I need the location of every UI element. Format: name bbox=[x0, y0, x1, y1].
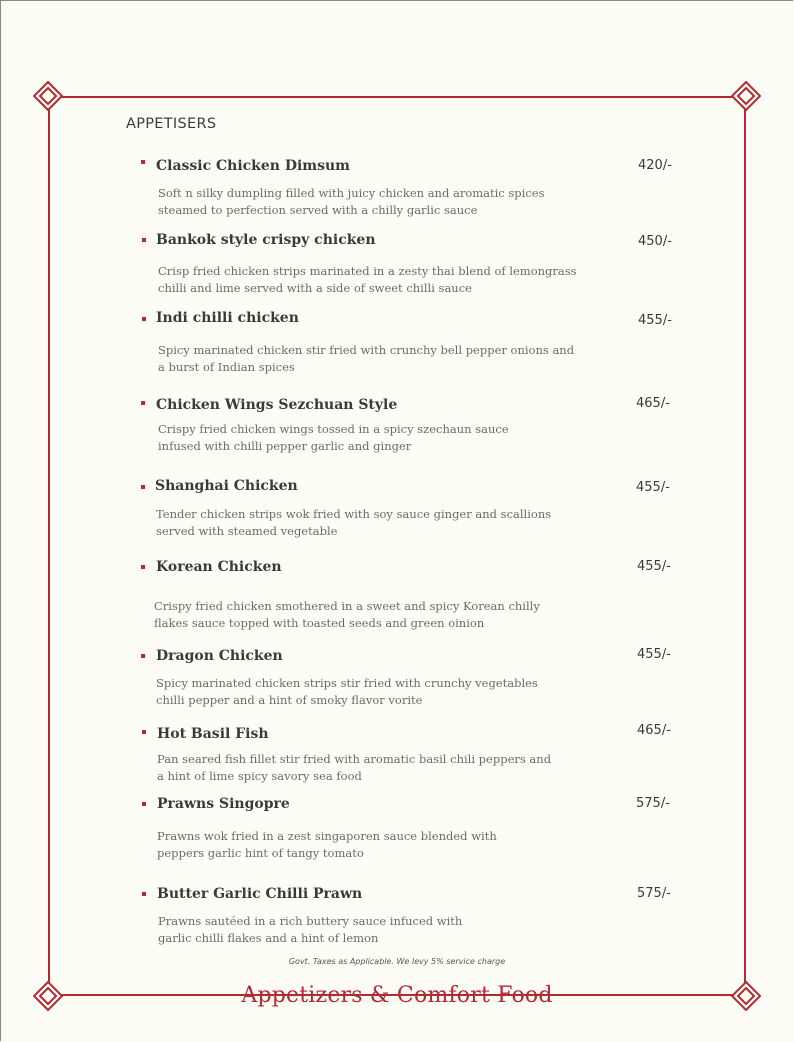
item-name: Shanghai Chicken bbox=[155, 478, 298, 494]
menu-item bbox=[0, 885, 794, 945]
item-name: Butter Garlic Chilli Prawn bbox=[157, 886, 363, 902]
item-price: 465/- bbox=[637, 723, 671, 738]
square-bullet-icon bbox=[142, 238, 146, 242]
item-description: Spicy marinated chicken stir fried with crunchy bell pepper onions and a burst of Indian spices bbox=[158, 343, 575, 374]
item-price: 455/- bbox=[638, 313, 672, 328]
item-name: Bankok style crispy chicken bbox=[156, 232, 376, 248]
square-bullet-icon bbox=[142, 802, 146, 806]
square-bullet-icon bbox=[142, 892, 146, 896]
section-title: APPETISERS bbox=[126, 116, 217, 132]
item-description: Pan seared fish fillet stir fried with aromatic basil chili peppers and a hint of lime spicy savory sea food bbox=[157, 752, 552, 783]
item-price: 575/- bbox=[637, 886, 671, 901]
item-description: Prawns wok fried in a zest singaporen sauce blended with peppers garlic hint of tangy tomato bbox=[157, 829, 497, 860]
item-price: 455/- bbox=[637, 647, 671, 662]
item-description: Crisp fried chicken strips marinated in a zesty thai blend of lemongrass chilli and lime served with a side of sweet chilli sauce bbox=[158, 264, 577, 295]
item-price: 575/- bbox=[636, 796, 670, 811]
menu-item bbox=[0, 795, 794, 860]
item-name: Indi chilli chicken bbox=[156, 310, 299, 326]
menu-item bbox=[0, 230, 794, 295]
item-name: Korean Chicken bbox=[156, 559, 282, 575]
menu-page-title: Appetizers & Comfort Food bbox=[241, 983, 553, 1008]
item-price: 455/- bbox=[637, 559, 671, 574]
square-bullet-icon bbox=[141, 654, 145, 658]
menu-item bbox=[0, 647, 794, 707]
menu-item bbox=[0, 477, 794, 537]
item-description: Soft n silky dumpling filled with juicy chicken and aromatic spices steamed to perfection served with a chilly garlic sauce bbox=[158, 186, 545, 217]
menu-item bbox=[0, 156, 794, 216]
tax-note: Govt. Taxes as Applicable. We levy 5% service charge bbox=[288, 957, 506, 966]
square-bullet-icon bbox=[141, 565, 145, 569]
square-bullet-icon bbox=[141, 160, 145, 164]
diamond-ornament-icon bbox=[33, 81, 63, 111]
item-price: 455/- bbox=[636, 480, 670, 495]
item-name: Prawns Singopre bbox=[157, 796, 290, 812]
diamond-ornament-icon bbox=[731, 81, 761, 111]
item-description: Tender chicken strips wok fried with soy sauce ginger and scallions served with steamed vegetable bbox=[156, 507, 552, 538]
menu-item bbox=[0, 309, 794, 374]
item-description: Crispy fried chicken wings tossed in a spicy szechaun sauce infused with chilli pepper garlic and ginger bbox=[158, 422, 509, 453]
item-name: Classic Chicken Dimsum bbox=[156, 158, 350, 174]
item-price: 420/- bbox=[638, 158, 672, 173]
item-description: Prawns sautéed in a rich buttery sauce infuced with garlic chilli flakes and a hint of lemon bbox=[158, 914, 463, 945]
item-name: Hot Basil Fish bbox=[157, 726, 269, 742]
item-description: Crispy fried chicken smothered in a sweet and spicy Korean chilly flakes sauce topped with toasted seeds and green oinion bbox=[154, 599, 540, 630]
item-description: Spicy marinated chicken strips stir fried with crunchy vegetables chilli pepper and a hint of smoky flavor vorite bbox=[156, 676, 538, 707]
square-bullet-icon bbox=[142, 730, 146, 734]
menu-item bbox=[0, 395, 794, 455]
menu-item bbox=[0, 558, 794, 630]
square-bullet-icon bbox=[141, 401, 145, 405]
item-name: Chicken Wings Sezchuan Style bbox=[156, 397, 398, 413]
item-price: 450/- bbox=[638, 234, 672, 249]
square-bullet-icon bbox=[142, 317, 146, 321]
item-name: Dragon Chicken bbox=[156, 648, 283, 664]
menu-item bbox=[0, 725, 794, 785]
square-bullet-icon bbox=[141, 485, 145, 489]
item-price: 465/- bbox=[636, 396, 670, 411]
